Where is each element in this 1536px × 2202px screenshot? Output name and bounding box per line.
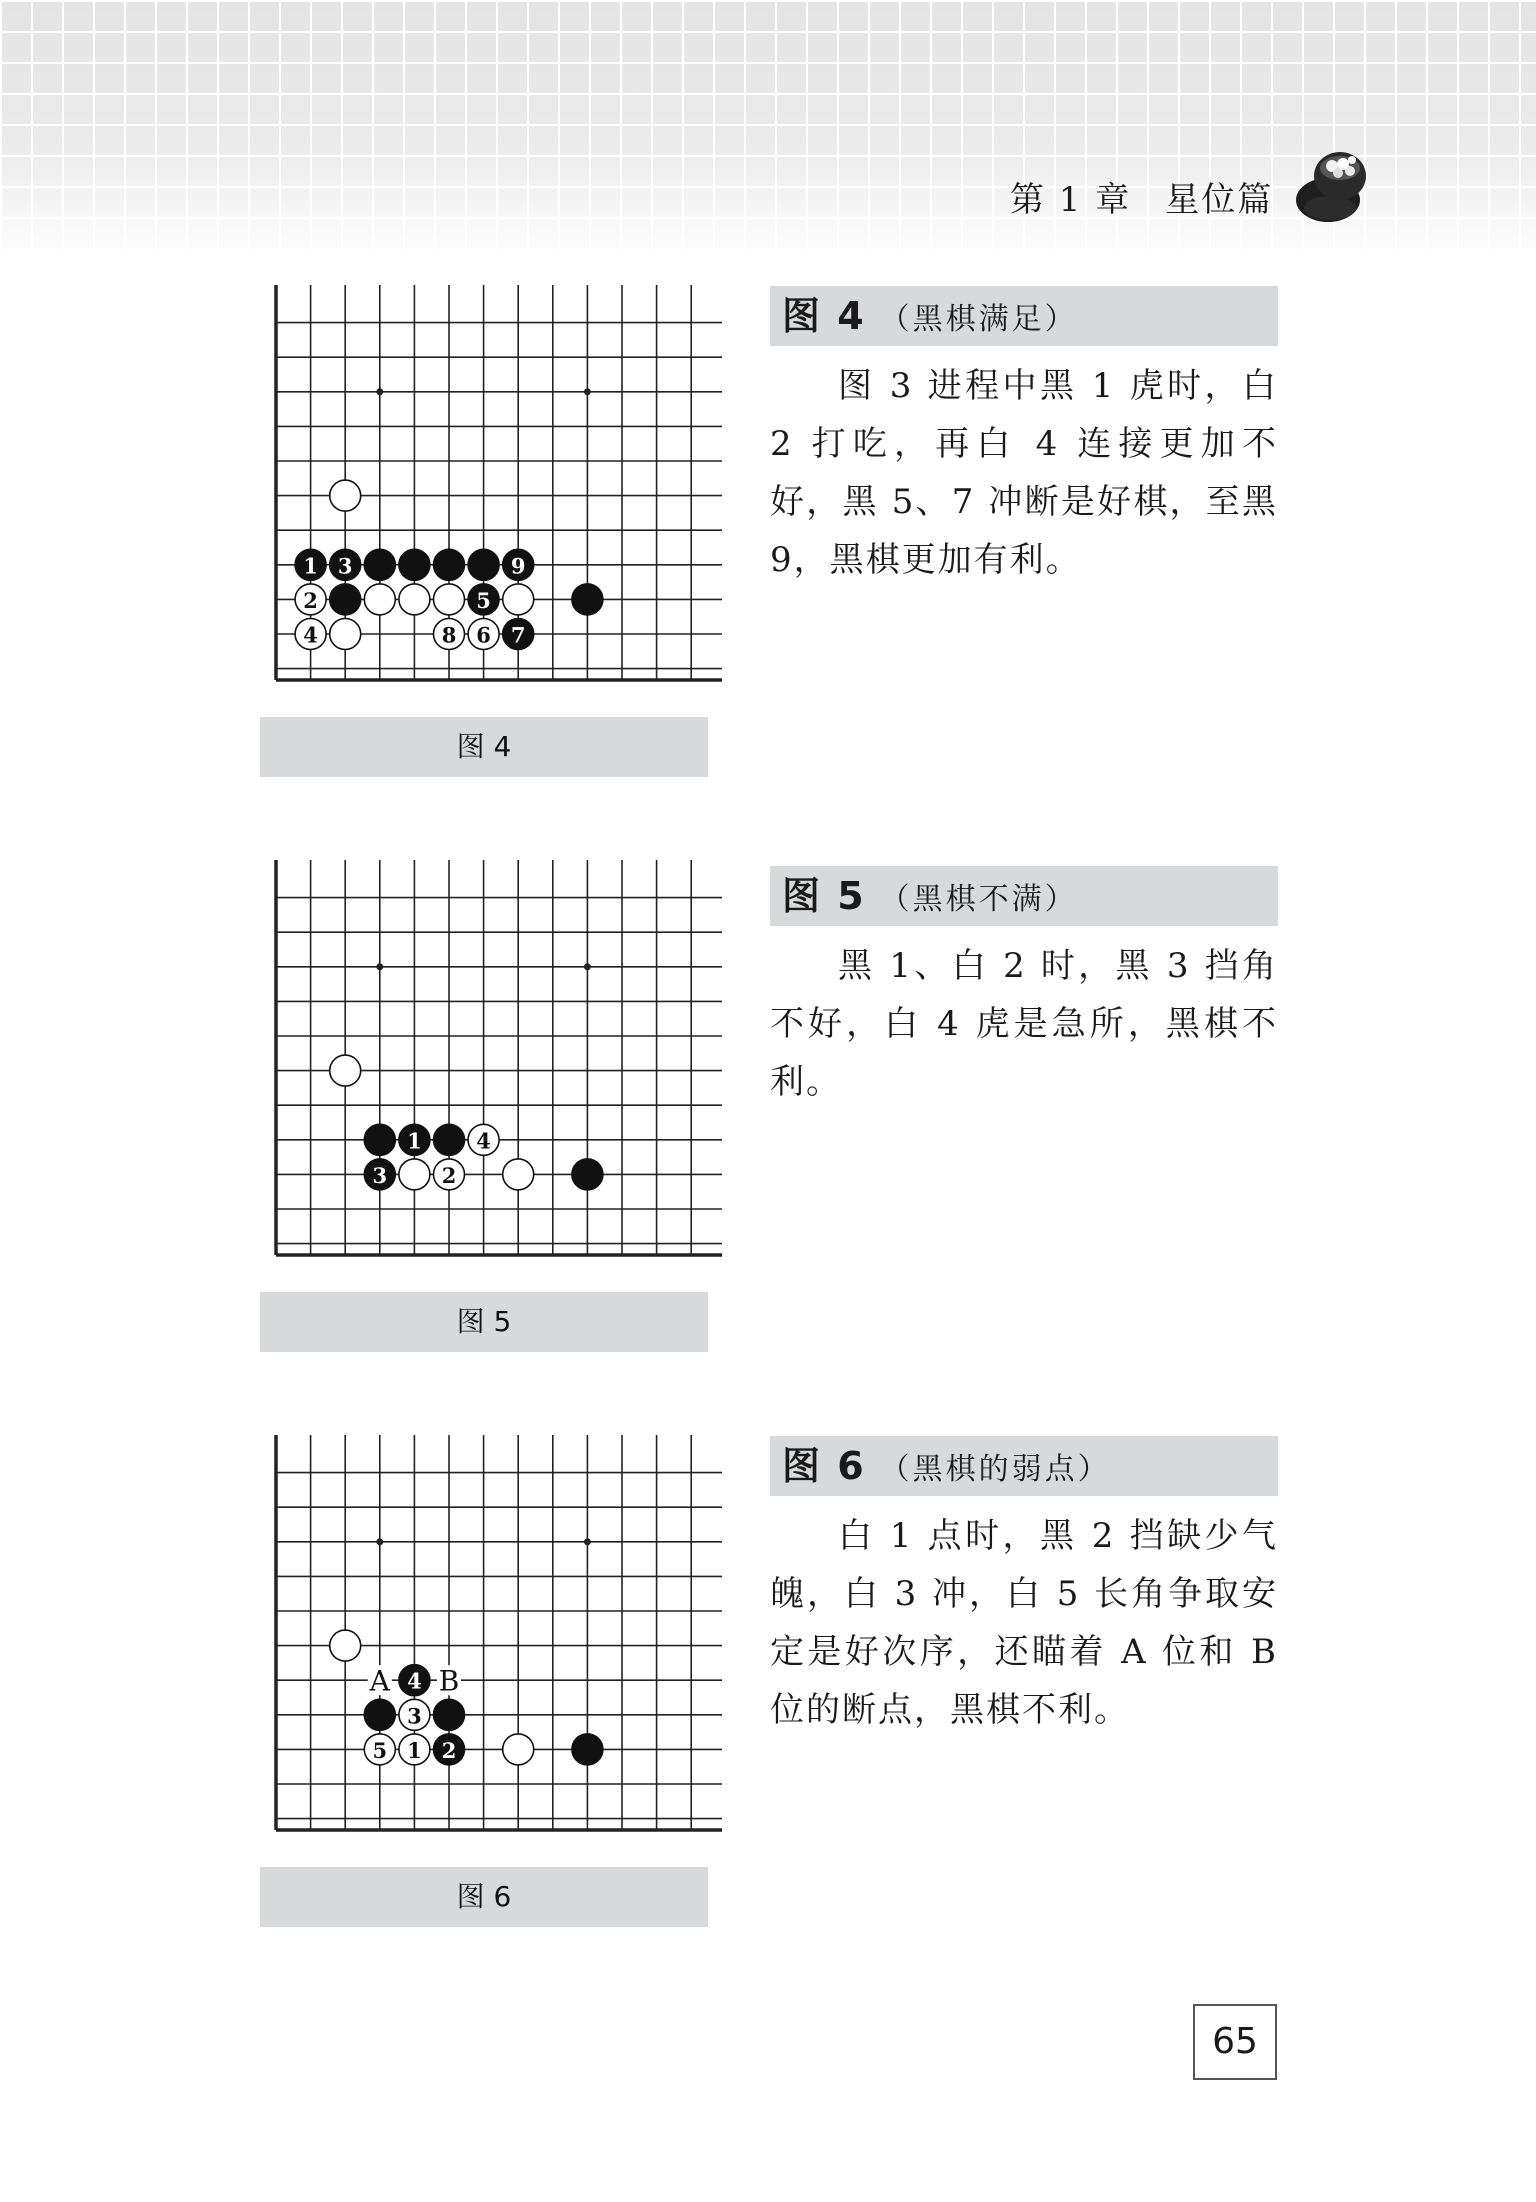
white-stone	[503, 1159, 534, 1190]
move-number: 6	[476, 622, 491, 648]
commentary-5	[770, 937, 1278, 1111]
heading-subtitle: （黑棋满足）	[879, 302, 1078, 337]
black-stone	[330, 584, 361, 615]
move-number: 3	[372, 1162, 388, 1188]
section-name: 星位篇	[1165, 180, 1274, 220]
move-number: 7	[510, 622, 526, 648]
star-point	[376, 963, 383, 970]
move-number: 4	[303, 622, 318, 648]
star-point	[376, 1538, 383, 1545]
section-heading-6	[770, 1436, 1278, 1496]
white-stone	[434, 584, 465, 615]
black-stone	[503, 549, 534, 580]
black-stone	[434, 1124, 465, 1155]
black-stone	[364, 1159, 395, 1190]
black-stone	[364, 1699, 395, 1730]
move-number: 1	[407, 1737, 422, 1763]
move-number: 1	[303, 553, 318, 579]
star-point	[584, 388, 591, 395]
white-stone	[468, 1124, 499, 1155]
commentary-text: 图 3 进程中黑 1 虎时，白 2 打吃，再白 4 连接更加不好，黑 5、7 冲断是好棋，至黑 9，黑棋更加有利。	[770, 366, 1278, 580]
move-number: 4	[407, 1668, 422, 1694]
go-board-diagram-4	[262, 285, 722, 695]
heading-subtitle: （黑棋的弱点）	[879, 1452, 1111, 1487]
star-point	[584, 963, 591, 970]
commentary-4	[770, 357, 1278, 589]
move-number: 3	[407, 1703, 422, 1729]
white-stone	[364, 1734, 395, 1765]
white-stone	[434, 1159, 465, 1190]
go-board-diagram-5	[262, 860, 722, 1270]
chapter-number: 第 1 章	[1010, 180, 1132, 220]
white-stone	[503, 584, 534, 615]
white-stone	[399, 584, 430, 615]
move-number: 3	[337, 553, 353, 579]
black-stone	[572, 1159, 603, 1190]
go-board-diagram-6	[262, 1435, 722, 1845]
white-stone	[330, 480, 361, 511]
heading-subtitle: （黑棋不满）	[879, 882, 1078, 917]
white-stone	[330, 1055, 361, 1086]
white-stone	[399, 1699, 430, 1730]
white-stone	[503, 1734, 534, 1765]
heading-figure-label: 图 5	[782, 874, 866, 918]
black-stone	[434, 1734, 465, 1765]
move-number: 2	[303, 587, 318, 613]
move-number: 2	[441, 1737, 457, 1763]
star-point	[584, 1538, 591, 1545]
commentary-text: 黑 1、白 2 时，黑 3 挡角不好，白 4 虎是急所，黑棋不利。	[770, 946, 1278, 1102]
heading-figure-label: 图 6	[782, 1444, 866, 1488]
move-number: 5	[372, 1737, 388, 1763]
section-heading-4	[770, 286, 1278, 346]
black-stone	[468, 584, 499, 615]
move-number: 2	[441, 1162, 457, 1188]
move-number: 4	[476, 1128, 491, 1154]
white-stone	[399, 1734, 430, 1765]
chapter-title	[1010, 172, 1273, 222]
point-marker-a: A	[369, 1664, 390, 1698]
white-stone	[330, 1630, 361, 1661]
figure-caption-4: 图 4	[260, 717, 708, 777]
heading-figure-label: 图 4	[782, 294, 866, 338]
go-bowl-icon	[1290, 138, 1376, 228]
white-stone	[295, 619, 326, 650]
move-number: 1	[407, 1128, 422, 1154]
move-number: 8	[441, 622, 457, 648]
black-stone	[572, 1734, 603, 1765]
black-stone	[364, 549, 395, 580]
move-number: 9	[510, 553, 526, 579]
commentary-text: 白 1 点时，黑 2 挡缺少气魄，白 3 冲，白 5 长角争取安定是好次序，还瞄着 A 位和 B 位的断点，黑棋不利。	[770, 1516, 1278, 1730]
white-stone	[434, 619, 465, 650]
black-stone	[295, 549, 326, 580]
figure-caption-5: 图 5	[260, 1292, 708, 1352]
section-heading-5	[770, 866, 1278, 926]
black-stone	[399, 549, 430, 580]
figure-caption-6: 图 6	[260, 1867, 708, 1927]
page-number: 65	[1193, 2004, 1277, 2080]
white-stone	[399, 1159, 430, 1190]
black-stone	[503, 619, 534, 650]
black-stone	[434, 549, 465, 580]
black-stone	[364, 1124, 395, 1155]
white-stone	[468, 619, 499, 650]
commentary-6	[770, 1507, 1278, 1739]
white-stone	[364, 584, 395, 615]
move-number: 5	[476, 587, 491, 613]
black-stone	[399, 1665, 430, 1696]
star-point	[376, 388, 383, 395]
black-stone	[330, 549, 361, 580]
white-stone	[295, 584, 326, 615]
white-stone	[330, 619, 361, 650]
black-stone	[434, 1699, 465, 1730]
black-stone	[572, 584, 603, 615]
black-stone	[399, 1124, 430, 1155]
point-marker-b: B	[438, 1664, 460, 1698]
black-stone	[468, 549, 499, 580]
